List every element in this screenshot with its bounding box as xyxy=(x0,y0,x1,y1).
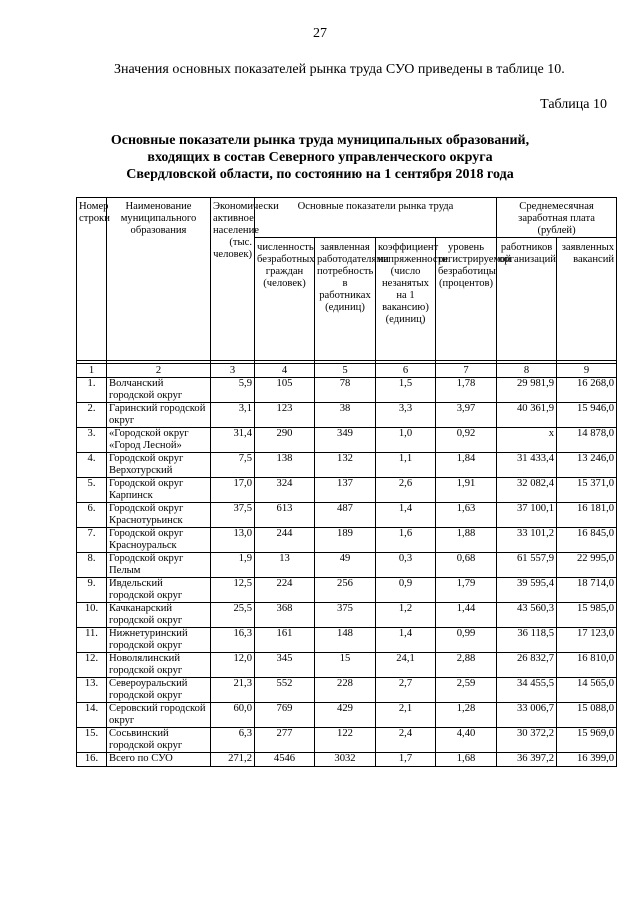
salary-org-value: 33 101,2 xyxy=(497,528,557,553)
table-row xyxy=(77,528,617,553)
header-name: Наименование муниципального образования xyxy=(107,198,211,361)
salary-org-value: 33 006,7 xyxy=(497,703,557,728)
econ-active-value: 5,9 xyxy=(211,378,255,403)
unemployment-rate-value: 1,91 xyxy=(436,478,497,503)
tension-value: 1,0 xyxy=(376,428,436,453)
table-row xyxy=(77,678,617,703)
econ-active-value: 1,9 xyxy=(211,553,255,578)
row-number: 8. xyxy=(77,553,107,578)
header-labor-group: Основные показатели рынка труда xyxy=(255,198,497,238)
econ-active-value: 3,1 xyxy=(211,403,255,428)
row-number: 2. xyxy=(77,403,107,428)
demand-value: 487 xyxy=(315,503,376,528)
header-rate: уровень регистрируемой безработицы (процентов) xyxy=(436,238,497,361)
municipality-name: Городской округ Краснотурьинск xyxy=(107,503,211,528)
unemployed-value: 123 xyxy=(255,403,315,428)
unemployment-rate-value: 3,97 xyxy=(436,403,497,428)
salary-vacancy-value: 15 969,0 xyxy=(557,728,617,753)
table-row xyxy=(77,553,617,578)
salary-vacancy-value: 16 181,0 xyxy=(557,503,617,528)
column-number: 5 xyxy=(315,364,376,378)
page-number: 27 xyxy=(313,26,327,41)
salary-vacancy-value: 17 123,0 xyxy=(557,628,617,653)
column-number: 1 xyxy=(77,364,107,378)
tension-value: 1,6 xyxy=(376,528,436,553)
column-number: 6 xyxy=(376,364,436,378)
salary-org-value: 43 560,3 xyxy=(497,603,557,628)
column-number-row xyxy=(77,364,617,378)
econ-active-value: 13,0 xyxy=(211,528,255,553)
salary-vacancy-value: 18 714,0 xyxy=(557,578,617,603)
tension-value: 1,2 xyxy=(376,603,436,628)
row-number: 3. xyxy=(77,428,107,453)
salary-org-value: 34 455,5 xyxy=(497,678,557,703)
salary-org-value: 40 361,9 xyxy=(497,403,557,428)
salary-org-value: 39 595,4 xyxy=(497,578,557,603)
demand-value: 148 xyxy=(315,628,376,653)
table-row xyxy=(77,703,617,728)
econ-active-value: 271,2 xyxy=(211,753,255,767)
municipality-name: Североуральский городской округ xyxy=(107,678,211,703)
row-number: 6. xyxy=(77,503,107,528)
unemployment-rate-value: 1,79 xyxy=(436,578,497,603)
econ-active-value: 17,0 xyxy=(211,478,255,503)
salary-vacancy-value: 15 985,0 xyxy=(557,603,617,628)
demand-value: 3032 xyxy=(315,753,376,767)
unemployed-value: 224 xyxy=(255,578,315,603)
econ-active-value: 21,3 xyxy=(211,678,255,703)
econ-active-value: 12,5 xyxy=(211,578,255,603)
salary-org-value: 29 981,9 xyxy=(497,378,557,403)
econ-active-value: 12,0 xyxy=(211,653,255,678)
municipality-name: «Городской округ «Город Лесной» xyxy=(107,428,211,453)
table-title xyxy=(60,132,580,183)
econ-active-value: 16,3 xyxy=(211,628,255,653)
row-number: 14. xyxy=(77,703,107,728)
tension-value: 0,9 xyxy=(376,578,436,603)
table-row xyxy=(77,478,617,503)
salary-vacancy-value: 15 946,0 xyxy=(557,403,617,428)
column-number: 3 xyxy=(211,364,255,378)
row-number: 9. xyxy=(77,578,107,603)
unemployment-rate-value: 1,84 xyxy=(436,453,497,478)
demand-value: 349 xyxy=(315,428,376,453)
row-number: 7. xyxy=(77,528,107,553)
salary-vacancy-value: 14 565,0 xyxy=(557,678,617,703)
tension-value: 1,4 xyxy=(376,628,436,653)
salary-vacancy-value: 15 371,0 xyxy=(557,478,617,503)
table-title-line: Основные показатели рынка труда муниципальных образований, xyxy=(110,133,530,148)
econ-active-value: 6,3 xyxy=(211,728,255,753)
column-number: 7 xyxy=(436,364,497,378)
unemployed-value: 244 xyxy=(255,528,315,553)
unemployed-value: 368 xyxy=(255,603,315,628)
header-salary-org: работников организаций xyxy=(497,238,557,361)
intro-text: Значения основных показателей рынка труда СУО приведены в таблице 10. xyxy=(114,62,565,77)
tension-value: 2,1 xyxy=(376,703,436,728)
salary-vacancy-value: 16 268,0 xyxy=(557,378,617,403)
unemployed-value: 105 xyxy=(255,378,315,403)
unemployed-value: 290 xyxy=(255,428,315,453)
salary-vacancy-value: 16 810,0 xyxy=(557,653,617,678)
econ-active-value: 60,0 xyxy=(211,703,255,728)
unemployment-rate-value: 1,44 xyxy=(436,603,497,628)
econ-active-value: 25,5 xyxy=(211,603,255,628)
tension-value: 0,3 xyxy=(376,553,436,578)
table-title-line: Свердловской области, по состоянию на 1 сентября 2018 года xyxy=(126,167,514,182)
demand-value: 132 xyxy=(315,453,376,478)
salary-vacancy-value: 16 845,0 xyxy=(557,528,617,553)
salary-org-value: 26 832,7 xyxy=(497,653,557,678)
tension-value: 1,1 xyxy=(376,453,436,478)
header-econ: Экономически активное население (тыс. человек) xyxy=(211,198,255,361)
salary-vacancy-value: 13 246,0 xyxy=(557,453,617,478)
row-number: 10. xyxy=(77,603,107,628)
salary-vacancy-value: 22 995,0 xyxy=(557,553,617,578)
column-number: 4 xyxy=(255,364,315,378)
header-salary-vac: заявленных вакансий xyxy=(557,238,617,361)
unemployment-rate-value: 1,88 xyxy=(436,528,497,553)
unemployed-value: 4546 xyxy=(255,753,315,767)
demand-value: 49 xyxy=(315,553,376,578)
municipality-name: Новолялинский городской округ xyxy=(107,653,211,678)
salary-vacancy-value: 14 878,0 xyxy=(557,428,617,453)
demand-value: 429 xyxy=(315,703,376,728)
unemployed-value: 138 xyxy=(255,453,315,478)
unemployment-rate-value: 1,68 xyxy=(436,753,497,767)
table-row xyxy=(77,578,617,603)
row-number: 5. xyxy=(77,478,107,503)
unemployed-value: 277 xyxy=(255,728,315,753)
row-number: 11. xyxy=(77,628,107,653)
unemployed-value: 769 xyxy=(255,703,315,728)
tension-value: 1,5 xyxy=(376,378,436,403)
column-number: 2 xyxy=(107,364,211,378)
table-label: Таблица 10 xyxy=(540,97,607,112)
unemployed-value: 552 xyxy=(255,678,315,703)
municipality-name: Городской округ Верхотурский xyxy=(107,453,211,478)
unemployment-rate-value: 1,63 xyxy=(436,503,497,528)
salary-vacancy-value: 16 399,0 xyxy=(557,753,617,767)
municipality-name: Всего по СУО xyxy=(107,753,211,767)
tension-value: 1,7 xyxy=(376,753,436,767)
row-number: 1. xyxy=(77,378,107,403)
demand-value: 78 xyxy=(315,378,376,403)
econ-active-value: 7,5 xyxy=(211,453,255,478)
table-row xyxy=(77,403,617,428)
unemployment-rate-value: 2,88 xyxy=(436,653,497,678)
salary-vacancy-value: 15 088,0 xyxy=(557,703,617,728)
labor-market-table xyxy=(76,197,617,767)
unemployed-value: 161 xyxy=(255,628,315,653)
municipality-name: Нижнетуринский городской округ xyxy=(107,628,211,653)
unemployed-value: 324 xyxy=(255,478,315,503)
municipality-name: Качканарский городской округ xyxy=(107,603,211,628)
table-row xyxy=(77,603,617,628)
demand-value: 228 xyxy=(315,678,376,703)
salary-org-value: 61 557,9 xyxy=(497,553,557,578)
tension-value: 2,7 xyxy=(376,678,436,703)
municipality-name: Гаринский городской округ xyxy=(107,403,211,428)
tension-value: 2,4 xyxy=(376,728,436,753)
demand-value: 15 xyxy=(315,653,376,678)
header-salary-group: Среднемесячная заработная плата (рублей) xyxy=(497,198,617,238)
header-demand: заявленная работодателями потребность в работниках (единиц) xyxy=(315,238,376,361)
demand-value: 137 xyxy=(315,478,376,503)
table-title-line: входящих в состав Северного управленческого округа xyxy=(147,150,493,165)
econ-active-value: 31,4 xyxy=(211,428,255,453)
tension-value: 1,4 xyxy=(376,503,436,528)
table-row xyxy=(77,378,617,403)
salary-org-value: 36 118,5 xyxy=(497,628,557,653)
table-row xyxy=(77,653,617,678)
demand-value: 189 xyxy=(315,528,376,553)
column-number: 8 xyxy=(497,364,557,378)
table-row xyxy=(77,728,617,753)
salary-org-value: 36 397,2 xyxy=(497,753,557,767)
unemployed-value: 345 xyxy=(255,653,315,678)
row-number: 13. xyxy=(77,678,107,703)
unemployment-rate-value: 0,99 xyxy=(436,628,497,653)
demand-value: 38 xyxy=(315,403,376,428)
unemployment-rate-value: 0,92 xyxy=(436,428,497,453)
total-row xyxy=(77,753,617,767)
municipality-name: Городской округ Пелым xyxy=(107,553,211,578)
row-number: 15. xyxy=(77,728,107,753)
unemployed-value: 613 xyxy=(255,503,315,528)
column-number: 9 xyxy=(557,364,617,378)
unemployment-rate-value: 1,78 xyxy=(436,378,497,403)
unemployment-rate-value: 0,68 xyxy=(436,553,497,578)
demand-value: 375 xyxy=(315,603,376,628)
header-tension: коэффициент напряженности (число незанятых на 1 вакансию) (единиц) xyxy=(376,238,436,361)
demand-value: 122 xyxy=(315,728,376,753)
table-row xyxy=(77,628,617,653)
row-number: 4. xyxy=(77,453,107,478)
unemployment-rate-value: 1,28 xyxy=(436,703,497,728)
municipality-name: Ивдельский городской округ xyxy=(107,578,211,603)
municipality-name: Городской округ Карпинск xyxy=(107,478,211,503)
salary-org-value: 32 082,4 xyxy=(497,478,557,503)
econ-active-value: 37,5 xyxy=(211,503,255,528)
municipality-name: Волчанский городской округ xyxy=(107,378,211,403)
tension-value: 2,6 xyxy=(376,478,436,503)
unemployment-rate-value: 4,40 xyxy=(436,728,497,753)
table-row xyxy=(77,453,617,478)
row-number: 12. xyxy=(77,653,107,678)
tension-value: 3,3 xyxy=(376,403,436,428)
table-row xyxy=(77,503,617,528)
salary-org-value: 31 433,4 xyxy=(497,453,557,478)
salary-org-value: х xyxy=(497,428,557,453)
header-unemployed: численность безработных граждан (человек) xyxy=(255,238,315,361)
row-number: 16. xyxy=(77,753,107,767)
municipality-name: Городской округ Красноуральск xyxy=(107,528,211,553)
salary-org-value: 30 372,2 xyxy=(497,728,557,753)
municipality-name: Серовский городской округ xyxy=(107,703,211,728)
header-num: Номер строки xyxy=(77,198,107,361)
unemployed-value: 13 xyxy=(255,553,315,578)
demand-value: 256 xyxy=(315,578,376,603)
municipality-name: Сосьвинский городской округ xyxy=(107,728,211,753)
tension-value: 24,1 xyxy=(376,653,436,678)
unemployment-rate-value: 2,59 xyxy=(436,678,497,703)
table-row xyxy=(77,428,617,453)
salary-org-value: 37 100,1 xyxy=(497,503,557,528)
